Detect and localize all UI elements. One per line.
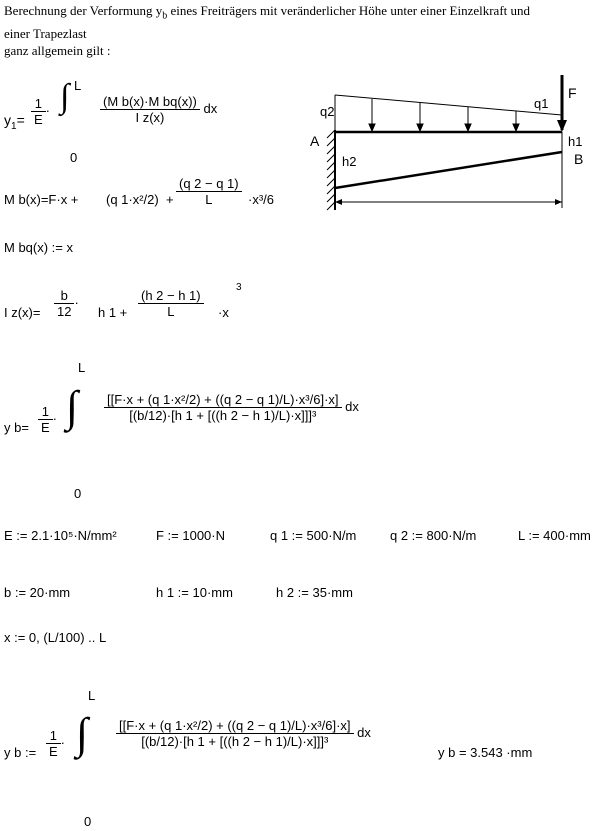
eq1-factor: $\frac{1}{E}$ [31,96,46,127]
intro-line1: Berechnung der Verformung y [4,3,163,18]
eq1-upper-limit: L [74,78,82,93]
eq4-pow: 3 [236,282,242,293]
def-q1: q 1 := 500·N/m [270,528,357,543]
eq1-integrand: $\frac{\text{(M b(x)·M bq(x))}}{\text{I z(x)}}$ [100,94,200,125]
load-top [335,95,562,115]
eq6-upper-limit: L [88,688,96,703]
eq5-integral-sign: ∫ [66,382,79,431]
def-x: x := 0, (L/100) .. L [4,630,107,645]
label-B: B [574,151,584,167]
def-h1: h 1 := 10·mm [156,585,233,600]
def-F: F := 1000·N [156,528,226,543]
eq1-lower-limit: 0 [70,150,78,165]
eq1-lhs-sub: 1 [11,120,17,132]
eq1-lhs: y [4,112,11,128]
eq6-lower-limit: 0 [84,814,92,829]
label-q2: q2 [320,104,335,119]
eq5-factor: $\frac{1}{E}$ [38,404,53,435]
dimension-arrow-right [555,199,562,205]
intro-text [4,2,530,59]
eq5-upper-limit: L [78,360,86,375]
integral-sign: ∫ [60,78,70,115]
eq2-plus: + [166,192,174,207]
eq2-term1: (q 1·x²/2) [106,192,159,207]
eq2-tail: ·x³/6 [248,192,274,207]
intro-line1-rest: eines Freiträgers mit veränderlicher Höhe unter einer Einzelkraft und [167,3,531,18]
eq4-b-frac: $\frac{b}{12}$ [54,288,74,319]
label-h1: h1 [568,134,583,149]
beam-bottom [335,152,562,188]
eq1-dx: dx [203,100,218,116]
intro-line3: ganz allgemein gilt : [4,42,111,58]
label-A: A [310,133,320,149]
def-b: b := 20·mm [4,585,71,600]
dimension-arrow-left [335,199,342,205]
eq4-lhs: I z(x)= [4,305,41,320]
eq6-integral-sign: ∫ [76,709,89,758]
eq2-lhs: M b(x)=F·x + [4,192,79,207]
def-q2: q 2 := 800·N/m [390,528,477,543]
result-yb: y b = 3.543 ·mm [438,745,533,760]
def-E: E := 2.1·10⁵·N/mm² [4,528,117,543]
force-arrowhead [557,120,567,132]
eq5-lower-limit: 0 [74,486,82,501]
label-F: F [568,85,577,101]
eq5-integrand: $\frac{\text{[[F·x + (q 1·x²/2) + ((q 2 − q 1)/L)·x³/6]·x]}}{\text{[(b/12)·[h 1 + [((h 2 − h 1)/L)·x]]]³}}$ [104,392,342,423]
def-L: L := 400·mm [518,528,591,543]
eq6-factor: $\frac{1}{E}$ [46,728,61,759]
eq4-h1: h 1 + [98,305,128,320]
eq4-tail: ·x [218,305,229,320]
eq2-term2: $\frac{(q 2 - q 1)}{L}$ [176,176,242,207]
label-h2: h2 [342,154,357,169]
load-arrows [369,99,519,131]
eq6-lhs: y b := [4,745,37,760]
label-q1: q1 [534,96,549,111]
eq5-lhs: y b= [4,420,29,435]
eq4-h-frac: $\frac{(h 2 - h 1)}{L}$ [138,288,204,319]
def-h2: h 2 := 35·mm [276,585,353,600]
intro-line1-sub: b [162,10,168,22]
intro-line2: einer Trapezlast [4,25,87,41]
beam-diagram [300,70,610,220]
eq6-dx: dx [357,724,371,740]
equation-mbq: M bq(x) := x [4,240,73,255]
wall-hatching [327,130,335,210]
eq6-integrand: $\frac{\text{[[F·x + (q 1·x²/2) + ((q 2 − q 1)/L)·x³/6]·x]}}{\text{[(b/12)·[h 1 + [((h 2 − h 1)/L)·x]]]³}}$ [116,718,354,749]
eq5-dx: dx [345,398,359,414]
